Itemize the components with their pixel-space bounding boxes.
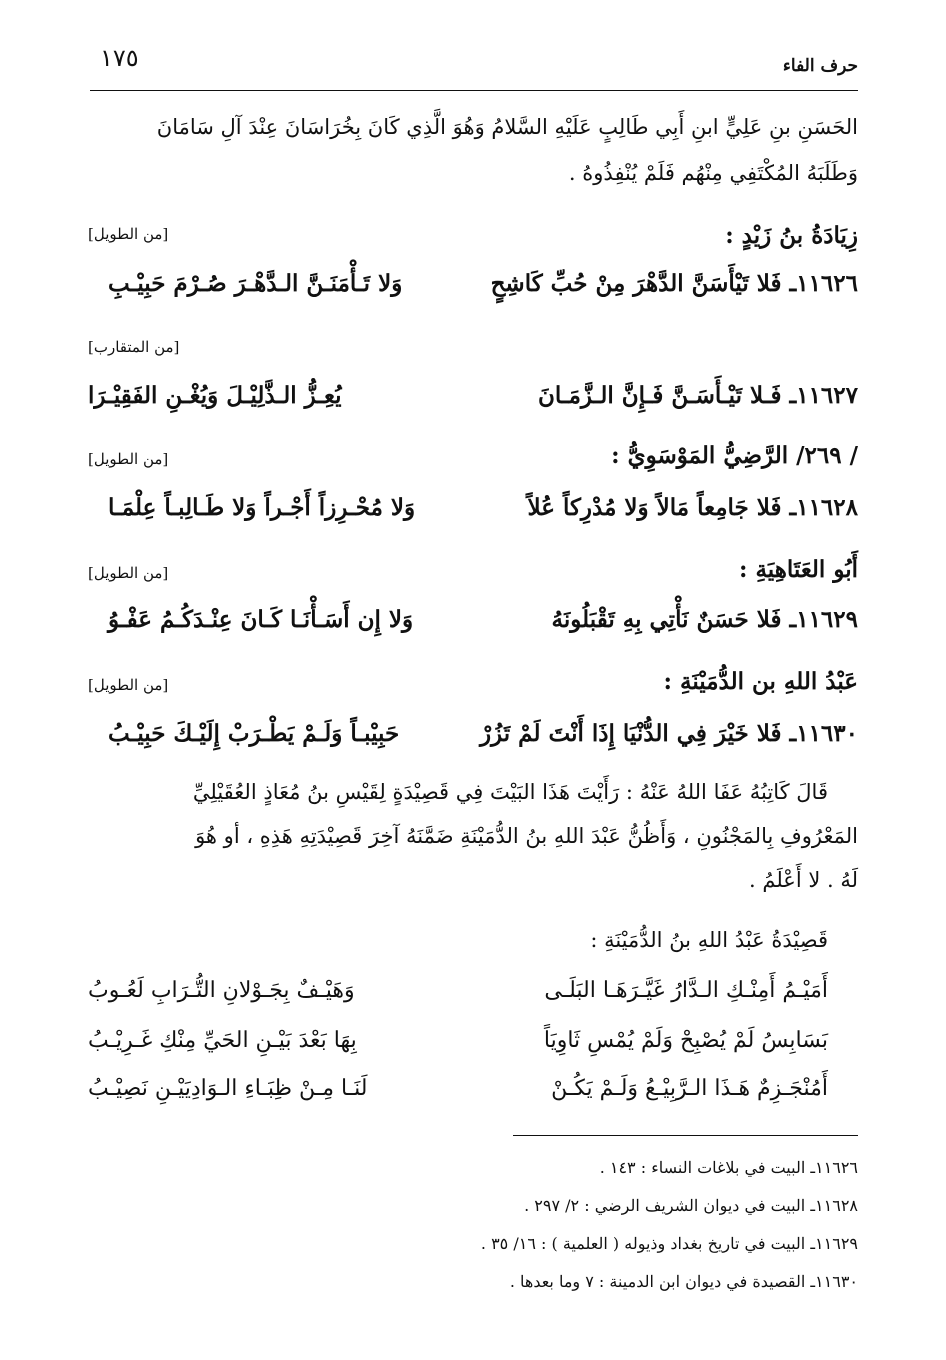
verse-number: ١١٦٢٦ bbox=[796, 270, 858, 297]
verse-number: ١١٦٢٨ bbox=[796, 494, 858, 521]
second-hemistich: حَبِيْبـاً وَلَـمْ يَطْـرَبْ إِلَيْـكَ حَبِيْـبُ bbox=[108, 720, 400, 747]
footnote: ١١٦٢٨ـ البيت في ديوان الشريف الرضي : ٢/ ٢٩٧ . bbox=[524, 1196, 858, 1215]
verse-11629 bbox=[88, 606, 858, 646]
intro-line-1: الحَسَنِ بنِ عَلِيٍّ ابنِ أَبِي طَالِبٍ عَلَيْهِ السَّلامُ وَهُوَ الَّذِي كَانَ بِخُرَاسَانَ عِنْدَ آلِ سَامَانَ bbox=[156, 115, 858, 139]
qasida-verse-2 bbox=[88, 1028, 858, 1068]
second-hemistich: وَلا إِن أَسَـأْنَـا كَـانَ عِنْـدَكُـمُ عَفْـوُ bbox=[108, 606, 414, 633]
first-hemistich: ١١٦٢٦ـ فَلا تَيْأَسَنَّ الدَّهْرَ مِنْ حُبِّ كَاشِحٍ bbox=[490, 270, 858, 297]
qasida-verse-1 bbox=[88, 978, 858, 1018]
verse-11630 bbox=[88, 720, 858, 760]
scribe-note bbox=[88, 770, 858, 902]
qasida-title: قَصِيْدَةُ عَبْدُ اللهِ بنُ الدُّمَيْنَةِ : bbox=[590, 928, 828, 952]
footnote: ١١٦٣٠ـ القصيدة في ديوان ابن الدمينة : ٧ وما بعدها . bbox=[509, 1272, 858, 1291]
verse-11628 bbox=[88, 494, 858, 534]
header-rule bbox=[90, 90, 858, 91]
meter-label: [من الطويل] bbox=[88, 225, 169, 243]
second-hemistich: لَنَـا مِـنْ ظِبَـاءِ الـوَادِيَيْـنِ نَصِيْـبُ bbox=[88, 1076, 368, 1101]
first-hemistich: أَمَيْـمُ أَمِنْـكِ الـدَّارُ غَيَّـرَهَـا البَلَـى bbox=[544, 978, 828, 1003]
poet-name: / ٢٦٩/ الرَّضِيُّ المَوْسَوِيُّ : bbox=[611, 442, 858, 469]
first-hemistich: ١١٦٣٠ـ فَلا خَيْرَ فِي الدُّنْيَا إِذَا أَنْتَ لَمْ تَزُرْ bbox=[479, 720, 858, 747]
poet-name: أَبُو العَتَاهِيَةِ : bbox=[738, 556, 858, 583]
second-hemistich: وَهَيْـفٌ بِجَـوْلانِ التُّـرَابِ لَعُـوبُ bbox=[88, 978, 355, 1003]
footnote-rule bbox=[513, 1135, 858, 1136]
verse-number: ١١٦٢٩ bbox=[796, 606, 858, 633]
second-hemistich: بِهَا بَعْدَ بَيْـنِ الحَيِّ مِنْكِ غَـرِيْـبُ bbox=[88, 1028, 357, 1053]
meter-label: [من الطويل] bbox=[88, 450, 169, 468]
meter-label: [من الطويل] bbox=[88, 676, 169, 694]
note-line-2: المَعْرُوفِ بِالمَجْنُونِ ، وَأَظُنُّ عَبْدَ اللهِ بنُ الدُّمَيْنَةِ ضَمَّنَهُ آخِرَ قَصِيْدَتِهِ هَذِهِ ، أو هُوَ bbox=[195, 824, 858, 848]
first-hemistich: ١١٦٢٨ـ فَلا جَامِعاً مَالاً وَلا مُدْرِكاً عُلاً bbox=[527, 494, 858, 521]
poet-name: زِيَادَةُ بنُ زَيْدٍ : bbox=[725, 222, 858, 249]
running-header-title: حرف الفاء bbox=[782, 56, 858, 76]
poet-name: عَبْدُ اللهِ بن الدُّمَيْنَةِ : bbox=[663, 668, 858, 695]
note-line-3: لَهُ . لا أَعْلَمُ . bbox=[749, 868, 858, 892]
second-hemistich: وَلا مُحْـرِزاً أَجْـراً وَلا طَـالِبـاً عِلْمَـا bbox=[108, 494, 416, 521]
intro-line-2: وَطَلَبَهُ المُكْتَفِي مِنْهُم فَلَمْ يُنْفِذُوهُ . bbox=[568, 161, 858, 185]
first-hemistich: ١١٦٢٩ـ فَلا حَسَنٌ نَأْتِي بِهِ تَقْبَلُونَهُ bbox=[551, 606, 858, 633]
intro-paragraph bbox=[88, 104, 858, 196]
note-line-1: قَالَ كَاتِبُهُ عَفَا اللهُ عَنْهُ : رَأَيْتَ هَذَا البَيْتَ فِي قَصِيْدَةٍ لِقَيْسِ بنُ مُعَاذٍ العُقَيْلِيِّ bbox=[192, 780, 828, 804]
meter-label: [من الطويل] bbox=[88, 564, 169, 582]
second-hemistich: وَلا تَـأْمَنَـنَّ الـدَّهْـرَ صُـرْمَ حَبِيْـبِ bbox=[108, 270, 403, 297]
footnote: ١١٦٢٦ـ البيت في بلاغات النساء : ١٤٣ . bbox=[599, 1158, 858, 1177]
meter-label: [من المتقارب] bbox=[88, 338, 180, 356]
first-hemistich: بَسَابِسُ لَمْ يُصْبِحْ وَلَمْ يُمْسِ ثَاوِيَاً bbox=[543, 1028, 828, 1053]
qasida-verse-3 bbox=[88, 1076, 858, 1116]
verse-number: ١١٦٣٠ bbox=[796, 720, 858, 747]
second-hemistich: يُعِـزُّ الـذَّلِيْـلَ وَيُغْـنِ الفَقِيْـرَا bbox=[88, 382, 342, 409]
verse-11626 bbox=[88, 270, 858, 310]
first-hemistich: أَمُنْجَـزِمٌ هَـذَا الـرَّبِيْـعُ وَلَـمْ يَكُـنْ bbox=[551, 1076, 828, 1101]
verse-11627 bbox=[88, 382, 858, 422]
verse-number: ١١٦٢٧ bbox=[796, 382, 858, 409]
page-number: ١٧٥ bbox=[100, 44, 139, 72]
footnote: ١١٦٢٩ـ البيت في تاريخ بغداد وذيوله ( العلمية ) : ١٦/ ٣٥ . bbox=[480, 1234, 858, 1253]
first-hemistich: ١١٦٢٧ـ فَـلا تَيْـأَسَـنَّ فَـإِنَّ الـزَّمَـانَ bbox=[537, 382, 858, 409]
